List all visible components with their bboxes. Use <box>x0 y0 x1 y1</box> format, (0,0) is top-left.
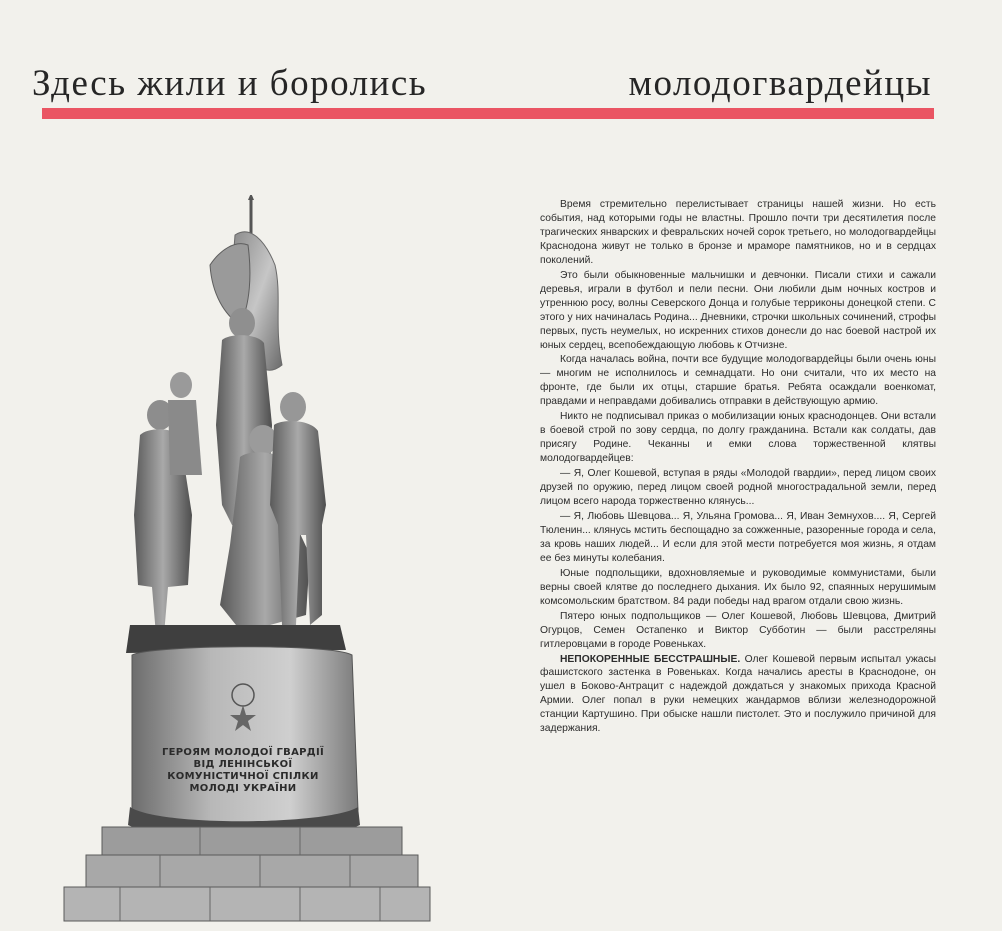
red-divider <box>42 108 934 119</box>
oath-paragraph: — Я, Олег Кошевой, вступая в ряды «Молодой гвардии», перед лицом своих друзей по оружию, перед лицом своей родной многострадальной земли, перед лицом всего народа торжественно клянусь... <box>540 468 936 508</box>
inscription-line-1: ГЕРОЯМ МОЛОДОЇ ГВАРДІЇ <box>161 747 325 758</box>
section-heading: НЕПОКОРЕННЫЕ БЕССТРАШНЫЕ. <box>560 653 741 665</box>
article-paragraph: Когда началась война, почти все будущие молодогвардейцы были очень юны — многим не исполнилось и семнадцати. Но они считали, что их место на фронте, где были их отцы, старшие братья. Ребята осаждали военкомат, правдами и неправдами добивались отправки в действующую армию. <box>540 354 936 408</box>
page-title-left: Здесь жили и боролись <box>32 63 428 104</box>
article-paragraph: Это были обыкновенные мальчишки и девчонки. Писали стихи и сажали деревья, играли в футбол и пели песни. Они любили дым ночных костров и утреннюю росу, волны Северского Донца и голубые терриконы донецкой степи. С этого у них начиналась Родина... Дневники, строчки школьных сочинений, строфы первых, пусть неумелых, но искренних стихов донесли до нас боевой настрой их юных сердец, всепобеждающую любовь к Отчизне. <box>540 269 936 351</box>
article-paragraph-final <box>540 653 936 737</box>
article-paragraph: Никто не подписывал приказ о мобилизации юных краснодонцев. Они встали в боевой строй по зову сердца, по долгу гражданина. Встали как солдаты, дав присягу Родине. Чеканны и емки слова торжественной клятвы молодогвардейцев: <box>540 411 936 465</box>
oath-paragraph: — Я, Любовь Шевцова... Я, Ульяна Громова... Я, Иван Земнухов.... Я, Сергей Тюленин... клянусь мстить беспощадно за сожженные, разоренные города и села, за кровь наших людей... И если для этой мести потребуется моя жизнь, я отдам ее без минуты колебания. <box>540 510 936 564</box>
page-title-right: молодогвардейцы <box>628 63 932 104</box>
stepped-base <box>64 827 430 921</box>
statue-boy-back <box>168 372 202 475</box>
article-paragraph: Пятеро юных подпольщиков — Олег Кошевой, Любовь Шевцова, Дмитрий Огурцов, Семен Остапенко и Виктор Субботин — были расстреляны гитлеровцами в городе Ровеньках. <box>540 610 936 650</box>
inscription-line-3: КОМУНІСТИЧНОЇ СПІЛКИ <box>167 771 319 782</box>
article-paragraph: Юные подпольщики, вдохновляемые и руководимые коммунистами, были верны своей клятве до последнего дыхания. Их было 92, спаянных нерушимым комсомольским братством. 84 ради победы над врагом отдали свою жизнь. <box>540 567 936 607</box>
inscription-line-4: МОЛОДІ УКРАЇНИ <box>189 783 297 794</box>
article-body <box>540 198 936 737</box>
pedestal <box>128 647 360 837</box>
inscription-line-2: ВІД ЛЕНІНСЬКОЇ <box>193 759 293 770</box>
article-paragraph: Время стремительно перелистывает страницы нашей жизни. Но есть события, над которыми годы не властны. Прошло почти три десятилетия после трагических январских и февральских ночей сорок третьего, но молодогвардейцы Краснодона живут не только в бронзе и мраморе памятников, но и в сердцах поколений. <box>540 199 936 266</box>
monument-photo <box>60 195 435 925</box>
section-text: Олег Кошевой первым испытал ужасы фашистского застенка в Ровеньках. Когда начались аресты в Краснодоне, он ушел в Боково-Антрацит с надеждой дождаться у знакомых прихода Красной Армии. Олег попал в руки немецких жандармов вблизи железнодорожной станции Картушино. При обыске нашли пистолет. Это и послужило причиной для задержания. <box>540 653 936 735</box>
